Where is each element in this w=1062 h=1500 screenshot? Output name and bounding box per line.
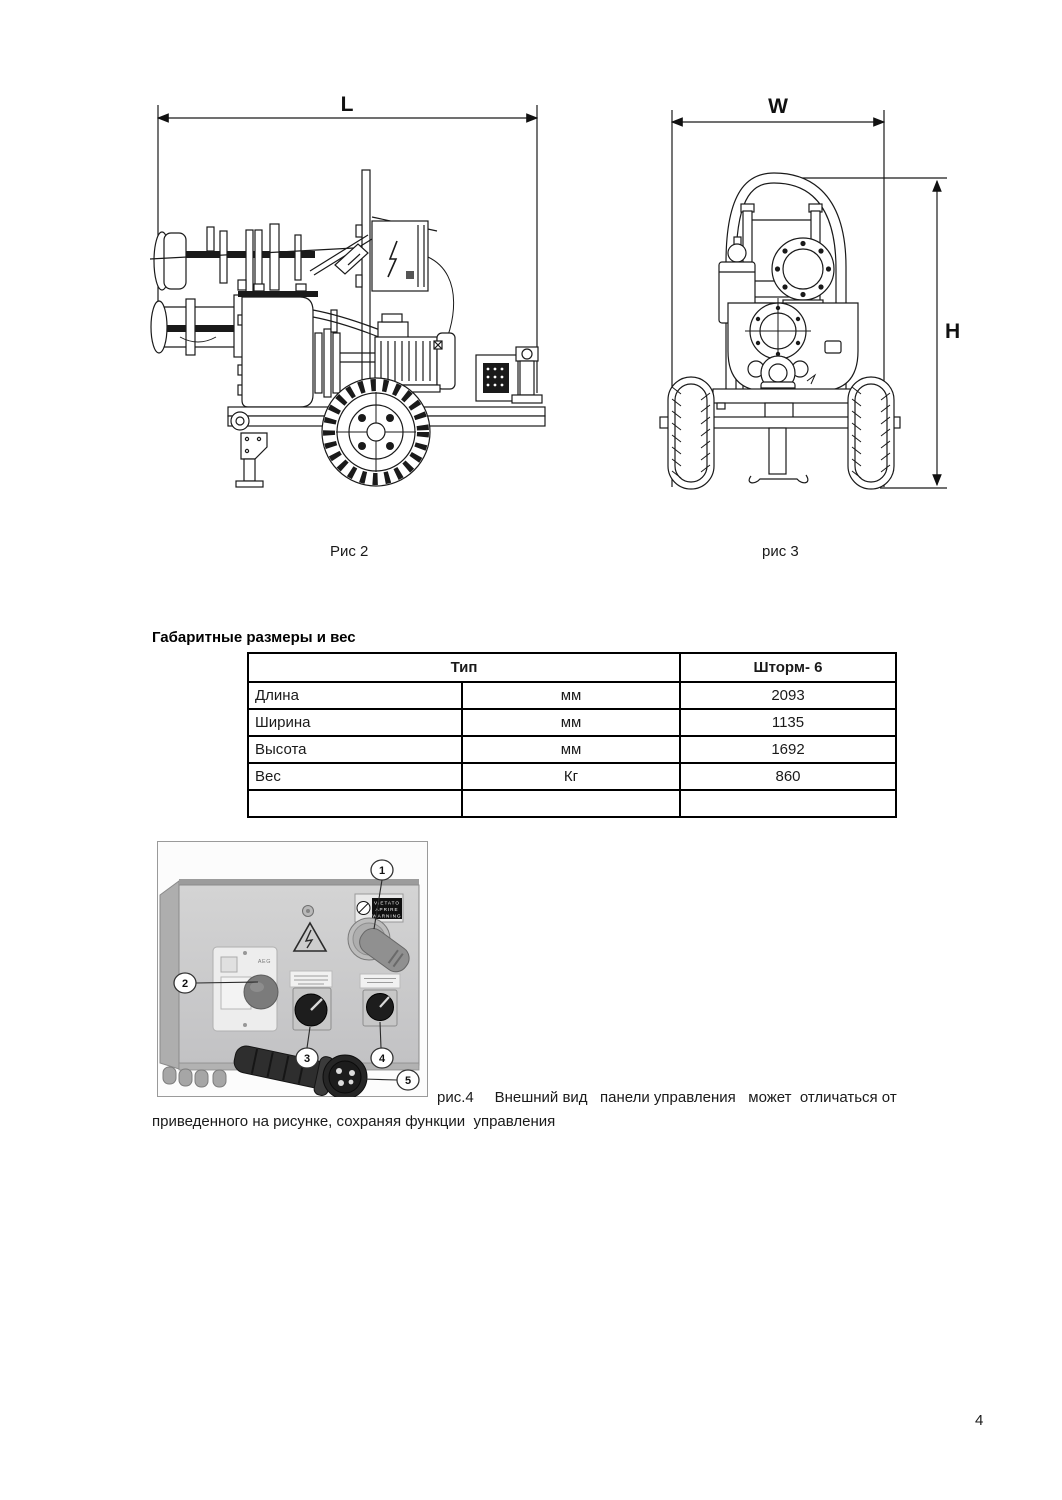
- breaker-plate: [213, 947, 278, 1031]
- fig4-caption-line2: приведенного на рисунке, сохраняя функции управления: [152, 1113, 556, 1130]
- table-row: [248, 736, 896, 763]
- row-unit: мм: [462, 709, 680, 736]
- callout-4: [371, 1048, 393, 1068]
- svg-text:1: 1: [378, 865, 386, 877]
- warning-text: APRIRE: [375, 907, 399, 912]
- wheel-right: [848, 377, 894, 489]
- table-row-empty: [248, 790, 896, 817]
- row-value: 1135: [680, 709, 896, 736]
- svg-text:3: 3: [303, 1053, 311, 1065]
- callout-5: [397, 1070, 419, 1090]
- front-view-drawing: [655, 85, 985, 530]
- fig3-caption: рис 3: [762, 543, 799, 560]
- control-box: [372, 221, 428, 291]
- table-row: [248, 682, 896, 709]
- dimension-label-W: W: [768, 95, 788, 118]
- row-name: Вес: [248, 763, 462, 790]
- mode-selector-knob[interactable]: [360, 974, 400, 1026]
- callout-3: [296, 1048, 318, 1068]
- callout-2: [174, 973, 196, 993]
- row-unit: Кг: [462, 763, 680, 790]
- stop-button[interactable]: [244, 975, 278, 1009]
- dimension-label-L: L: [340, 93, 354, 116]
- section-heading: Габаритные размеры и вес: [152, 629, 356, 646]
- svg-text:4: 4: [378, 1053, 386, 1065]
- fig2-caption: Рис 2: [330, 543, 369, 560]
- page-number: 4: [975, 1412, 984, 1429]
- svg-text:5: 5: [404, 1075, 412, 1087]
- callout-1: [371, 860, 393, 880]
- pump-selector-knob[interactable]: [290, 971, 332, 1030]
- row-name: Высота: [248, 736, 462, 763]
- row-value: 860: [680, 763, 896, 790]
- motor: [375, 337, 437, 385]
- row-name: Длина: [248, 682, 462, 709]
- wheel-left: [668, 377, 714, 489]
- side-view-drawing: [150, 85, 550, 530]
- dimension-label-H: H: [945, 320, 961, 343]
- table-row: [248, 709, 896, 736]
- warning-text: WARNING: [372, 913, 402, 919]
- svg-text:2: 2: [181, 978, 189, 990]
- dimensions-table: [247, 652, 897, 818]
- row-value: 1692: [680, 736, 896, 763]
- row-name: Ширина: [248, 709, 462, 736]
- brand-label: AEG: [257, 959, 271, 965]
- table-header-model: Шторм- 6: [680, 653, 896, 682]
- table-row: [248, 763, 896, 790]
- table-header-type: Тип: [248, 653, 680, 682]
- row-value: 2093: [680, 682, 896, 709]
- control-panel-photo: [157, 841, 428, 1097]
- row-unit: мм: [462, 736, 680, 763]
- row-unit: мм: [462, 682, 680, 709]
- table-header-row: [248, 653, 896, 682]
- warning-text: VIETATO: [374, 900, 400, 906]
- fig4-caption-line1: рис.4 Внешний вид панели управления может отличаться от: [437, 1089, 897, 1106]
